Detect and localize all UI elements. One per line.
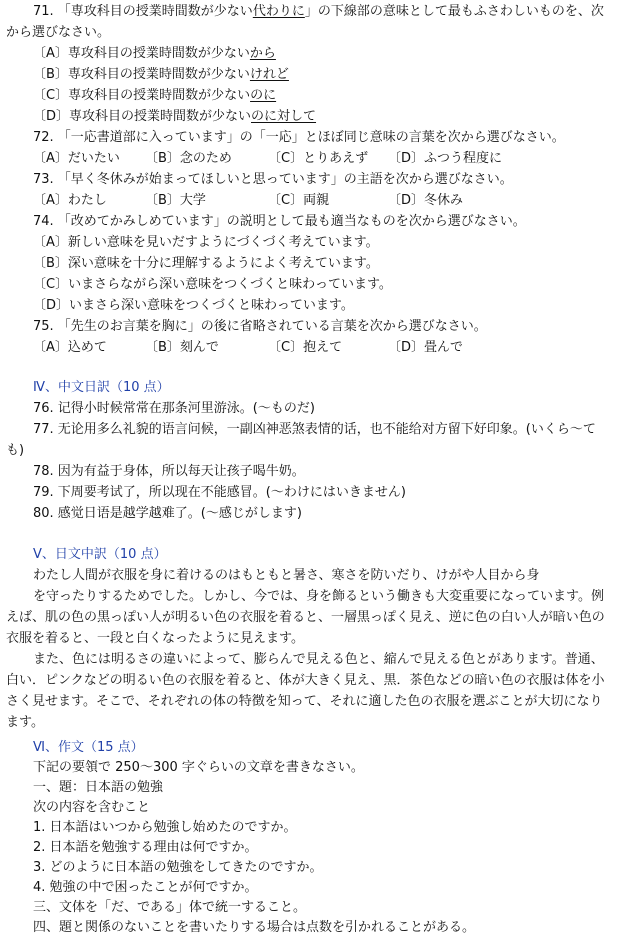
q71-option-d: 〔D〕専攻科目の授業時間数が少ないのに対して [33, 109, 317, 124]
q73-stem: 73. 「早く冬休みが始まってほしいと思っています」の主語を次から選びなさい。 [33, 172, 513, 187]
q77-cont: も) [6, 443, 25, 458]
passage-line: さく見せます。そこで、それぞれの体の特徴を知って、それに適した色の衣服を選ぶことが大切になり [6, 694, 603, 709]
q75-option-c: 〔C〕抱えて [268, 340, 343, 355]
q71-stem-cont: から選びなさい。 [6, 25, 111, 40]
essay-content-intro: 次の内容を含むこと [33, 800, 151, 815]
essay-title: 一、題：日本語の勉強 [33, 780, 164, 795]
q71-option-b: 〔B〕専攻科目の授業時間数が少ないけれど [33, 67, 289, 82]
essay-rule: 四、題と関係のないことを書いたりする場合は点数を引かれることがある。 [33, 920, 476, 935]
q73-options [33, 192, 463, 210]
q72-option-c: 〔C〕とりあえず [268, 151, 369, 166]
q71-underlined-word: 代わりに [252, 4, 305, 19]
passage-line: 衣服を着ると、一段と白くなったように見えます。 [6, 631, 304, 646]
essay-point: 4. 勉強の中で困ったことが何ですか。 [33, 880, 258, 895]
q74-option-d: 〔D〕いまさら深い意味をつくづくと味わっています。 [33, 298, 354, 313]
q72-option-a: 〔A〕だいたい [33, 151, 120, 166]
q71-option-c: 〔C〕専攻科目の授業時間数が少ないのに [33, 88, 277, 103]
q75-option-d: 〔D〕畳んで [388, 340, 464, 355]
q73-option-d: 〔D〕冬休み [388, 193, 464, 208]
q80: 80. 感觉日语是越学越难了。(～感じがします) [33, 506, 302, 521]
passage-line: 白い．ピンクなどの明るい色の衣服を着ると、体が大きく見え、黒．茶色などの暗い色の衣服は体を小 [6, 673, 605, 688]
q75-option-a: 〔A〕込めて [33, 340, 107, 355]
q71-stem: 71. 「専攻科目の授業時間数が少ない代わりに」の下線部の意味として最もふさわしいものを、次 [33, 4, 604, 19]
passage-line: えば、肌の色の黒っぽい人が明るい色の衣服を着ると、一層黒っぽく見え、逆に色の白い人が暗い色の [6, 610, 605, 625]
q74-option-b: 〔B〕深い意味を十分に理解するようによく考えています。 [33, 256, 379, 271]
q74-option-c: 〔C〕いまさらながら深い意味をつくづくと味わっています。 [33, 277, 392, 292]
section5-heading: Ⅴ、日文中訳（10 点） [33, 547, 167, 562]
q73-option-a: 〔A〕わたし [33, 193, 107, 208]
q72-options [33, 150, 502, 168]
essay-rule: 三、文体を「だ、である」体で統一すること。 [33, 900, 307, 915]
q74-stem: 74. 「改めてかみしめています」の説明として最も適当なものを次から選びなさい。 [33, 214, 526, 229]
section6-heading: Ⅵ、作文（15 点） [33, 740, 144, 755]
q76: 76. 记得小时候常常在那条河里游泳。(～ものだ) [33, 401, 315, 416]
section4-heading: Ⅳ、中文日訳（10 点） [33, 380, 170, 395]
essay-point: 3. どのように日本語の勉強をしてきたのですか。 [33, 860, 323, 875]
q72-option-d: 〔D〕ふつう程度に [388, 151, 503, 166]
q72-option-b: 〔B〕念のため [145, 151, 232, 166]
q75-option-b: 〔B〕刻んで [145, 340, 219, 355]
passage-line: また、色には明るさの違いによって、膨らんで見える色と、縮んで見える色とがあります。普通、 [33, 652, 604, 667]
passage-line: ます。 [6, 715, 44, 730]
q73-option-b: 〔B〕大学 [145, 193, 206, 208]
essay-instruction: 下記の要領で 250～300 字ぐらいの文章を書きなさい。 [33, 760, 364, 775]
essay-point: 2. 日本語を勉強する理由は何ですか。 [33, 840, 258, 855]
passage-line: わたし人間が衣服を身に着けるのはもともと暑さ、寒さを防いだり、けがや人目から身 [33, 568, 540, 583]
q79: 79. 下周要考试了，所以现在不能感冒。(～わけにはいきません) [33, 485, 406, 500]
q78: 78. 因为有益于身体，所以每天让孩子喝牛奶。 [33, 464, 305, 479]
q75-stem: 75. 「先生のお言葉を胸に」の後に省略されている言葉を次から選びなさい。 [33, 319, 487, 334]
essay-point: 1. 日本語はいつから勉強し始めたのですか。 [33, 820, 297, 835]
q74-option-a: 〔A〕新しい意味を見いだすようにづくづく考えています。 [33, 235, 379, 250]
q72-stem: 72. 「一応書道部に入っています」の「一応」とほぼ同じ意味の言葉を次から選びなさい。 [33, 130, 565, 145]
q71-option-a: 〔A〕専攻科目の授業時間数が少ないから [33, 46, 276, 61]
passage-line: を守ったりするためでした。しかし、今では、身を飾るという働きも大変重要になっています。例 [33, 589, 604, 604]
q75-options [33, 339, 463, 357]
q73-option-c: 〔C〕両親 [268, 193, 330, 208]
q77: 77. 无论用多么礼貌的语言问候，一副凶神恶煞表情的话，也不能给对方留下好印象。(いくら～て [33, 422, 596, 437]
